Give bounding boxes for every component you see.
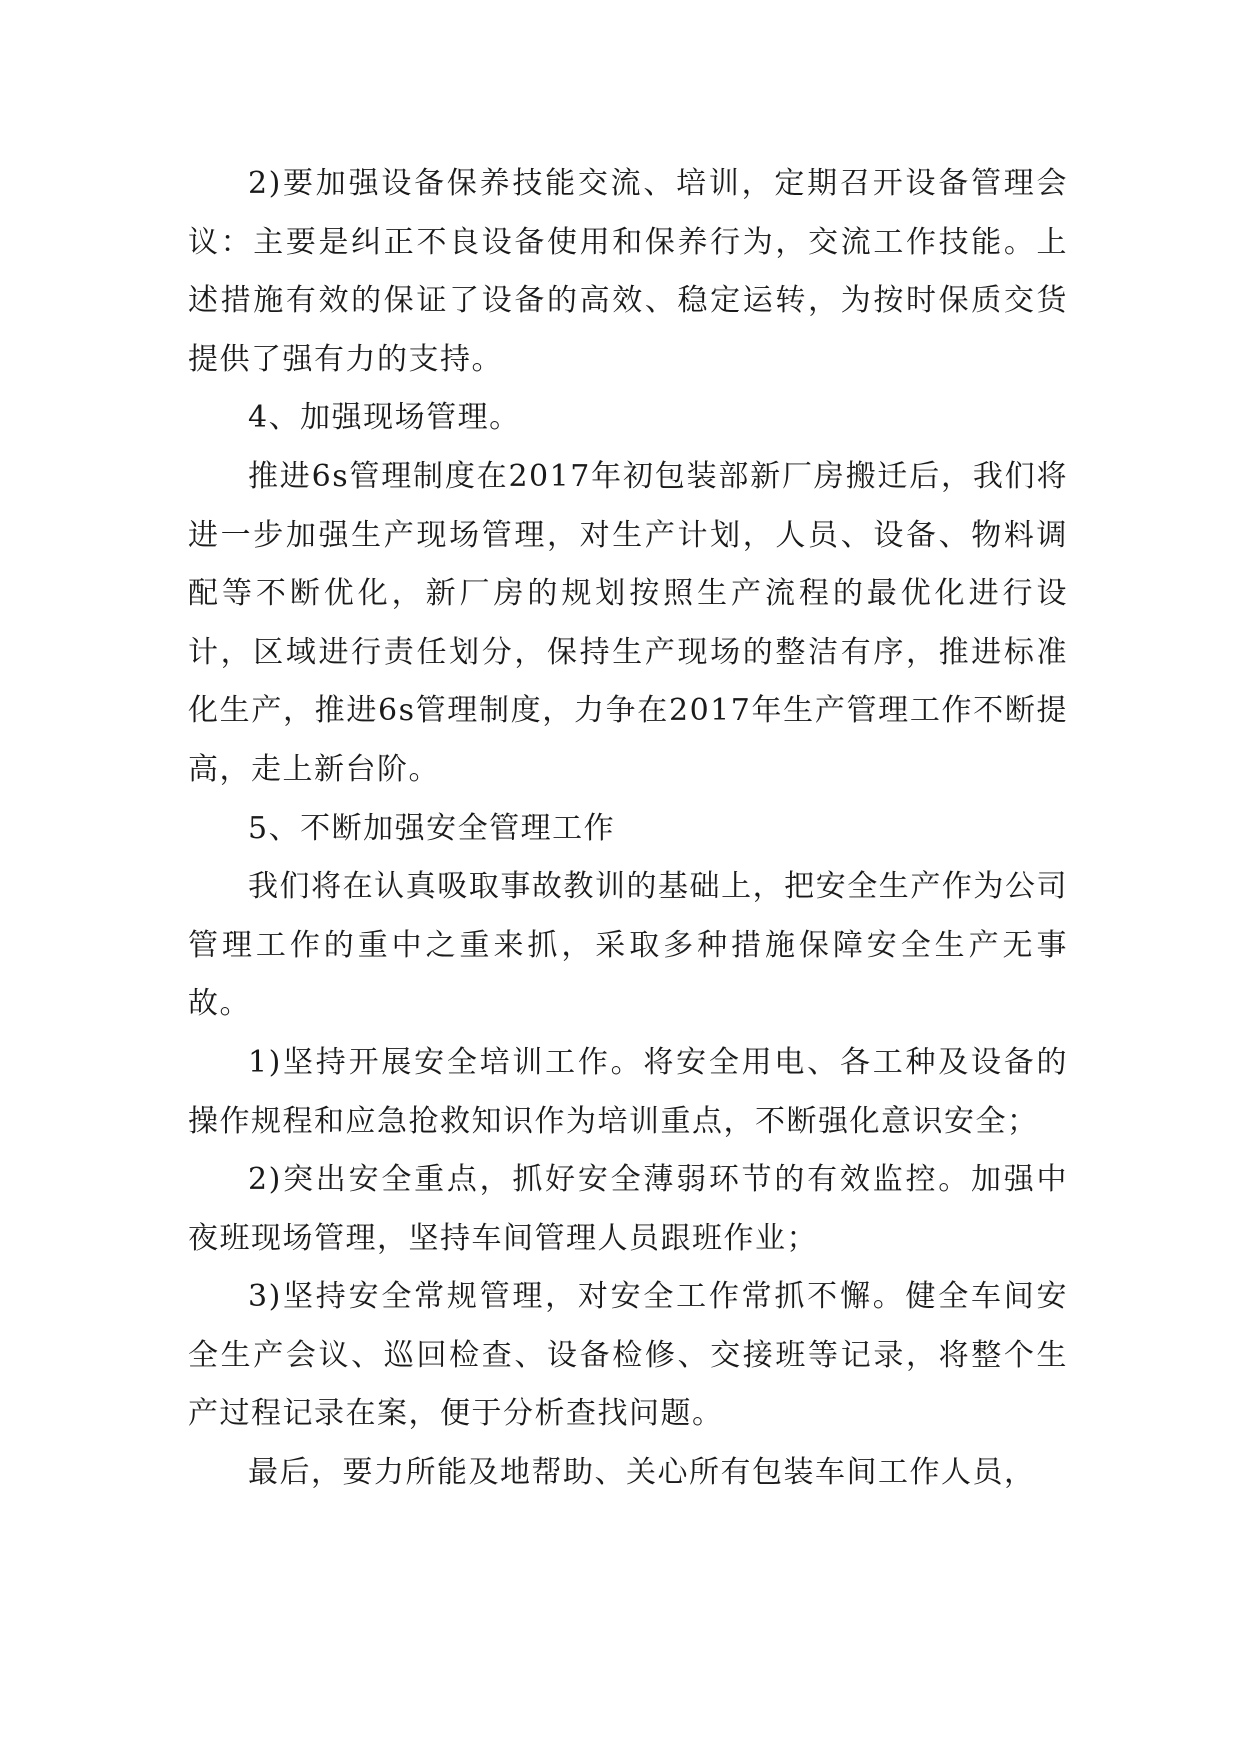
paragraph-safety-intro: 我们将在认真吸取事故教训的基础上，把安全生产作为公司管理工作的重中之重来抓，采取多种措施保障安全生产无事故。 [188,869,1068,1022]
heading-site-management: 4、加强现场管理。 [248,400,521,436]
heading-safety-management: 5、不断加强安全管理工作 [248,810,616,846]
paragraph-safety-focus: 2)突出安全重点，抓好安全薄弱环节的有效监控。加强中夜班现场管理，坚持车间管理人员跟班作业； [188,1162,1068,1256]
paragraph-safety-routine: 3)坚持安全常规管理，对安全工作常抓不懈。健全车间安全生产会议、巡回检查、设备检修、交接班等记录，将整个生产过程记录在案，便于分析查找问题。 [188,1279,1068,1432]
paragraph-equipment-training: 2)要加强设备保养技能交流、培训，定期召开设备管理会议：主要是纠正不良设备使用和保养行为，交流工作技能。上述措施有效的保证了设备的高效、稳定运转，为按时保质交货提供了强有力的支持。 [188,166,1068,377]
paragraph-closing: 最后，要力所能及地帮助、关心所有包装车间工作人员， [248,1455,1036,1491]
document-body [188,155,1068,1503]
paragraph-safety-training: 1)坚持开展安全培训工作。将安全用电、各工种及设备的操作规程和应急抢救知识作为培训重点，不断强化意识安全； [188,1044,1068,1139]
paragraph-6s-management: 推进6s管理制度在2017年初包装部新厂房搬迁后，我们将进一步加强生产现场管理，对生产计划，人员、设备、物料调配等不断优化，新厂房的规划按照生产流程的最优化进行设计，区域进行责任划分，保持生产现场的整洁有序，推进标准化生产，推进6s管理制度，力争在2017年生产管理工作不断提高，走上新台阶。 [188,458,1068,787]
